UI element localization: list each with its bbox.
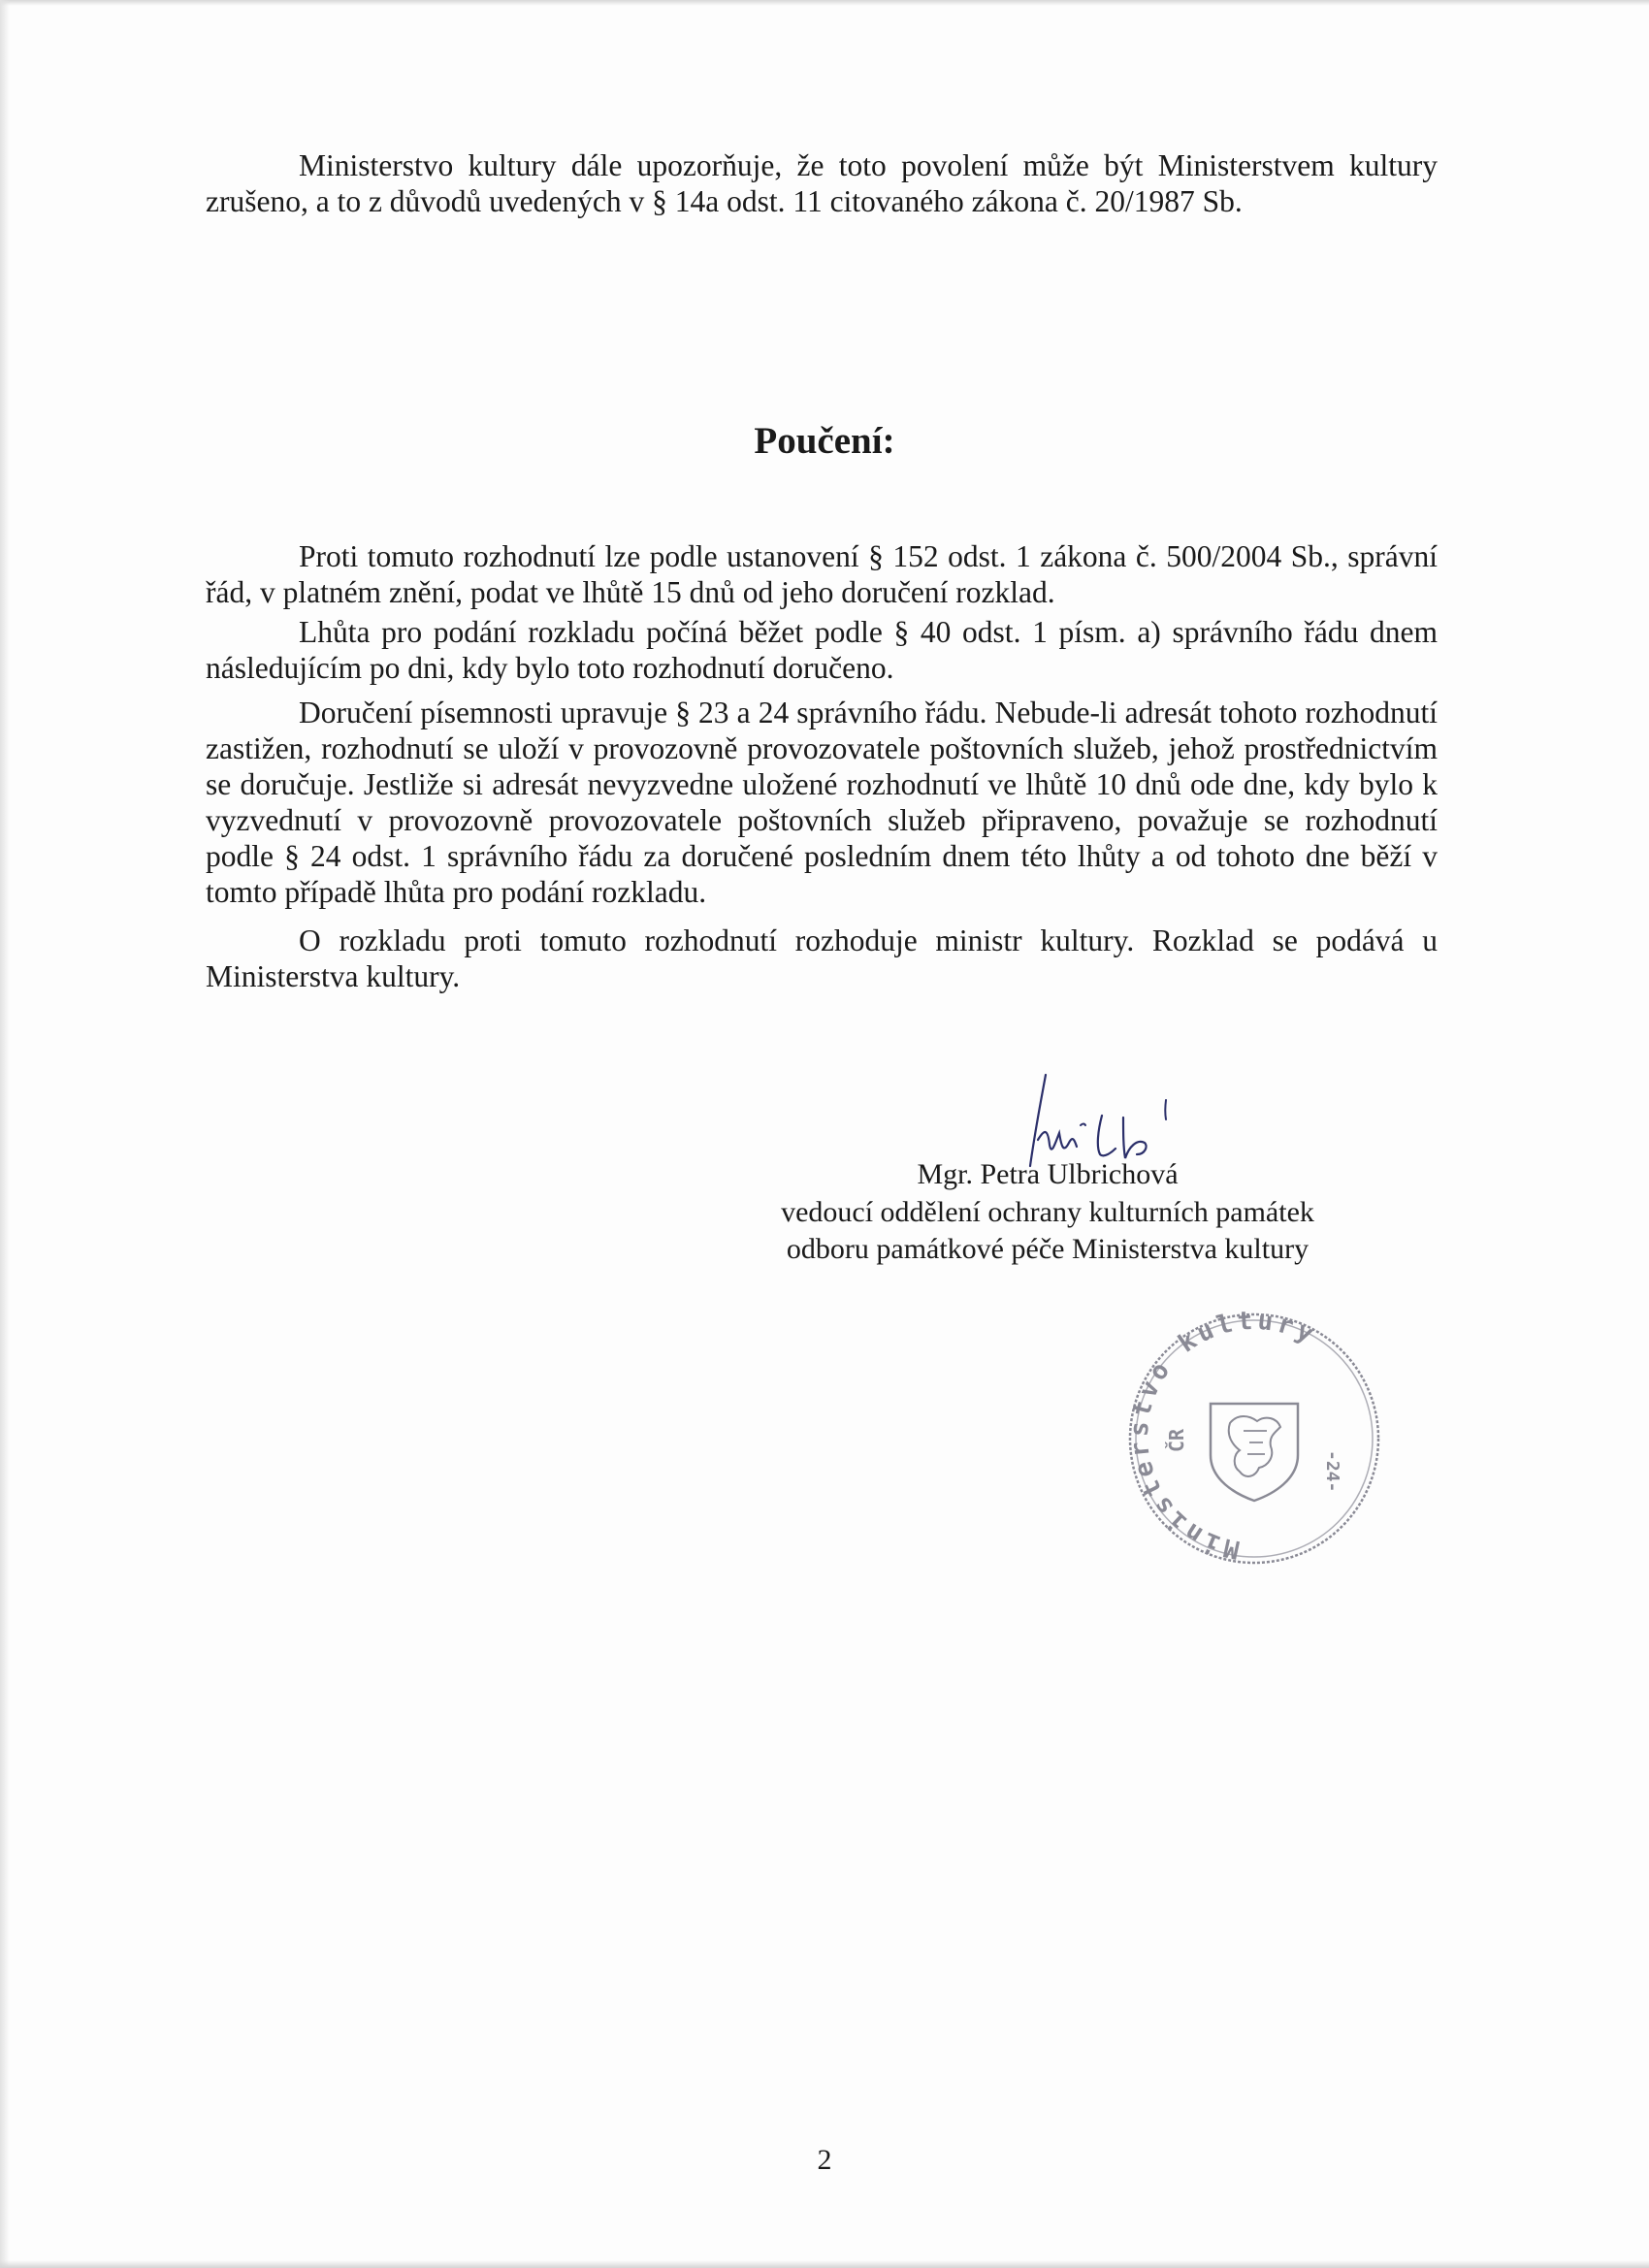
instruction-paragraph-2-text: Lhůta pro podání rozkladu počíná běžet podle § 40 odst. 1 písm. a) správního řádu dnem následujícím po dni, kdy bylo toto rozhodnutí doručeno.	[206, 615, 1438, 685]
scan-edge-left	[0, 0, 10, 2268]
signatory-name: Mgr. Petra Ulbrichová	[917, 1158, 1179, 1190]
scan-edge-top	[0, 0, 1649, 6]
stamp-outer-text: Ministerstvo kultury	[1124, 1306, 1322, 1565]
intro-paragraph-text: Ministerstvo kultury dále upozorňuje, že toto povolení může být Ministerstvem kultury zrušeno, a to z důvodů uvedených v § 14a odst. 11 citovaného zákona č. 20/1987 Sb.	[206, 148, 1438, 218]
handwritten-signature	[1009, 1057, 1232, 1174]
svg-text:Ministerstvo kultury	[1125, 1307, 1322, 1564]
instruction-paragraph-3-text: Doručení písemnosti upravuje § 23 a 24 správního řádu. Nebude-li adresát tohoto rozhodnutí zastižen, rozhodnutí se uloží v provozovně provozovatele poštovních služeb, jehož prostřednictvím se doručuje. Jestliže si adresát nevyzvedne uložené rozhodnutí ve lhůtě 10 dnů ode dne, kdy bylo k vyzvednutí v provozovně provozovatele poštovních služeb připraveno, považuje se rozhodnutí podle § 24 odst. 1 správního řádu za doručené posledním dnem této lhůty a od tohoto dne běží v tomto případě lhůta pro podání rozkladu.	[206, 696, 1438, 909]
coat-of-arms-icon	[1211, 1404, 1298, 1501]
page-number: 2	[817, 2144, 832, 2176]
instruction-paragraph-4-text: O rozkladu proti tomuto rozhodnutí rozhoduje ministr kultury. Rozklad se podává u Ministerstva kultury.	[206, 923, 1438, 993]
official-stamp	[1114, 1295, 1395, 1581]
signatory-role: vedoucí oddělení ochrany kulturních památek	[781, 1196, 1314, 1228]
instruction-paragraph-4	[206, 923, 1438, 994]
instruction-paragraph-2	[206, 614, 1438, 686]
stamp-number: -24-	[1322, 1450, 1342, 1493]
section-heading: Poučení:	[754, 420, 895, 462]
stamp-inner-text: ČR	[1165, 1428, 1188, 1452]
signatory-department: odboru památkové péče Ministerstva kultury	[786, 1233, 1310, 1265]
instruction-paragraph-1	[206, 538, 1438, 610]
intro-paragraph	[206, 147, 1438, 219]
scan-edge-bottom	[0, 2260, 1649, 2268]
instruction-paragraph-1-text: Proti tomuto rozhodnutí lze podle ustanovení § 152 odst. 1 zákona č. 500/2004 Sb., správní řád, v platném znění, podat ve lhůtě 15 dnů od jeho doručení rozklad.	[206, 539, 1438, 609]
instruction-paragraph-3	[206, 695, 1438, 910]
